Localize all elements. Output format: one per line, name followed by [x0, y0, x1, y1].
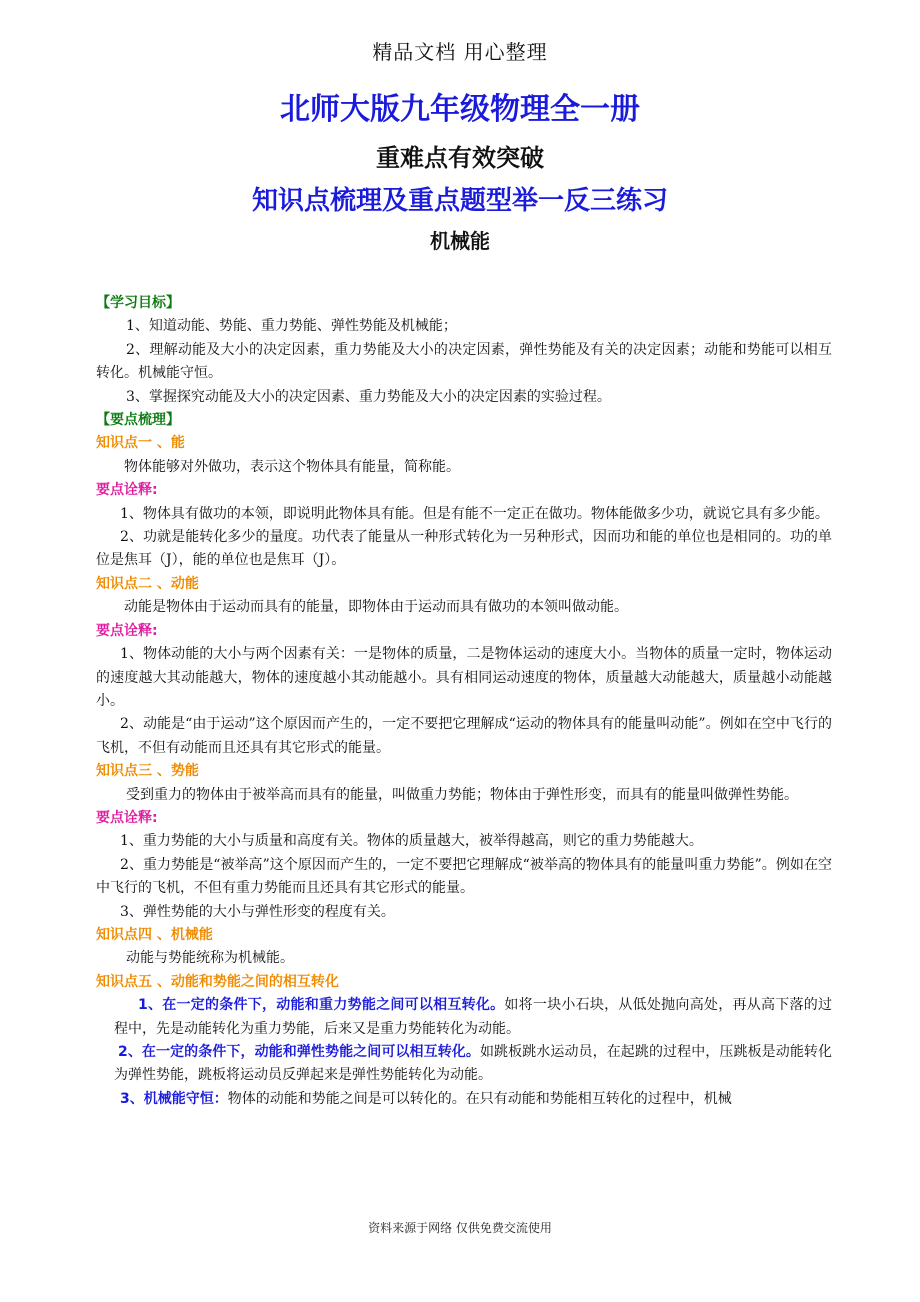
kp5-item-2-text: 如跳板跳水运动员，在起跳的过程中，压跳板是动能转化为弹性势能，跳板将运动员反弹起来是弹性势能转化为动能。 [114, 1044, 832, 1084]
kp5-heading: 知识点五 、动能和势能之间的相互转化 [96, 973, 339, 990]
kp3-note-3: 3、弹性势能的大小与弹性形变的程度有关。 [120, 903, 395, 920]
note-heading-1: 要点诠释: [96, 482, 158, 499]
kp3-note-1: 1、重力势能的大小与质量和高度有关。物体的质量越大，被举得越高，则它的重力势能越大。 [120, 833, 703, 850]
page-footer: 资料来源于网络 仅供免费交流使用 [368, 1221, 552, 1235]
kp3-text: 受到重力的物体由于被举高而具有的能量，叫做重力势能；物体由于弹性形变，而具有的能量叫做弹性势能。 [126, 786, 798, 803]
page-header: 精品文档 用心整理 [372, 40, 548, 64]
kp4-heading: 知识点四 、机械能 [96, 926, 213, 943]
goal-item-2: 2、理解动能及大小的决定因素，重力势能及大小的决定因素，弹性势能及有关的决定因素；动能和势能可以相互转化。机械能守恒。 [96, 341, 832, 382]
kp2-note-1: 1、物体动能的大小与两个因素有关：一是物体的质量，二是物体运动的速度大小。当物体的质量一定时，物体运动的速度越大其动能越大，物体的速度越小其动能越小。具有相同运动速度的物体，质量越大动能越大，质量越小动能越小。 [96, 646, 832, 709]
goal-item-3: 3、掌握探究动能及大小的决定因素、重力势能及大小的决定因素的实验过程。 [126, 388, 611, 405]
kp1-text: 物体能够对外做功，表示这个物体具有能量，简称能。 [124, 458, 460, 475]
document-title: 北师大版九年级物理全一册 [280, 92, 640, 127]
kp5-item-2 [96, 1041, 832, 1088]
document-subtitle-1: 重难点有效突破 [376, 144, 544, 172]
kp5-item-1-text: 如将一块小石块，从低处抛向高处，再从高下落的过程中，先是动能转化为重力势能，后来又是重力势能转化为动能。 [114, 997, 832, 1037]
goal-item-1: 1、知道动能、势能、重力势能、弹性势能及机械能； [126, 318, 457, 335]
kp1-note-2: 2、功就是能转化多少的量度。功代表了能量从一种形式转化为一另种形式，因而功和能的单位也是相同的。功的单位是焦耳（J），能的单位也是焦耳（J）。 [96, 529, 832, 569]
kp1-heading: 知识点一 、能 [96, 435, 185, 452]
note-heading-2: 要点诠释: [96, 622, 158, 639]
kp5-item-3-emphasis: 3、机械能守恒： [120, 1090, 228, 1107]
points-heading: 【要点梳理】 [96, 412, 180, 429]
note-heading-3: 要点诠释: [96, 809, 158, 826]
document-body [96, 292, 832, 1111]
document-subtitle-3: 机械能 [430, 229, 490, 253]
goals-heading: 【学习目标】 [96, 295, 180, 311]
kp3-note-2: 2、重力势能是“被举高”这个原因而产生的，一定不要把它理解成“被举高的物体具有的能量叫重力势能”。例如在空中飞行的飞机，不但有重力势能而且还具有其它形式的能量。 [96, 856, 832, 897]
document-subtitle-2: 知识点梳理及重点题型举一反三练习 [251, 186, 668, 216]
kp5-item-1 [96, 994, 832, 1041]
kp2-note-2: 2、动能是“由于运动”这个原因而产生的，一定不要把它理解成“运动的物体具有的能量叫动能”。例如在空中飞行的飞机，不但有动能而且还具有其它形式的能量。 [96, 716, 832, 756]
kp5-item-2-emphasis: 2、在一定的条件下，动能和弹性势能之间可以相互转化。 [118, 1044, 480, 1060]
kp1-note-1: 1、物体具有做功的本领，即说明此物体具有能。但是有能不一定正在做功。物体能做多少功，就说它具有多少能。 [120, 505, 829, 522]
kp2-text: 动能是物体由于运动而具有的能量，即物体由于运动而具有做功的本领叫做动能。 [124, 599, 628, 616]
kp4-text: 动能与势能统称为机械能。 [126, 950, 294, 967]
kp5-item-3 [96, 1088, 832, 1111]
kp5-item-1-emphasis: 1、在一定的条件下，动能和重力势能之间可以相互转化。 [138, 997, 505, 1014]
kp5-item-3-text: 物体的动能和势能之间是可以转化的。在只有动能和势能相互转化的过程中，机械 [227, 1090, 732, 1107]
kp2-heading: 知识点二 、动能 [96, 575, 199, 592]
kp3-heading: 知识点三 、势能 [96, 763, 199, 780]
